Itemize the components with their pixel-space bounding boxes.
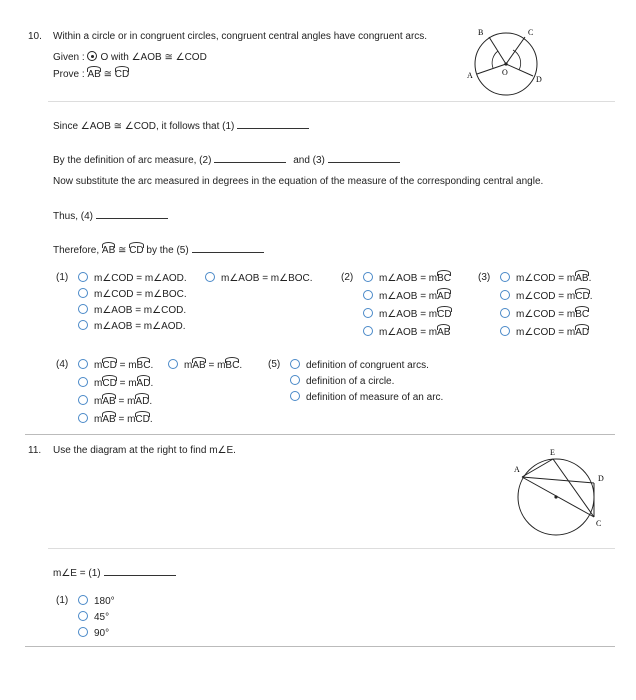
q11-option-1[interactable] bbox=[78, 595, 115, 607]
option-text: m∠COD = m∠AOD. bbox=[94, 273, 187, 284]
option-text: definition of congruent arcs. bbox=[306, 360, 429, 371]
radio-icon[interactable] bbox=[500, 272, 510, 282]
option-arc: CD bbox=[102, 378, 117, 389]
q10-prove bbox=[53, 69, 129, 80]
blank-5[interactable] bbox=[192, 243, 264, 253]
radius-oc bbox=[506, 37, 525, 64]
line-5-mid: ≅ bbox=[115, 245, 130, 256]
prove-prefix: Prove : bbox=[53, 69, 88, 80]
radio-icon[interactable] bbox=[500, 326, 510, 336]
label-b: B bbox=[478, 28, 484, 37]
option-arc: AB bbox=[102, 396, 116, 407]
q11-option-2[interactable] bbox=[78, 611, 109, 623]
radio-icon[interactable] bbox=[290, 375, 300, 385]
radius-od bbox=[506, 64, 533, 76]
g5-option-2[interactable] bbox=[290, 375, 394, 387]
prove-congruent: ≅ bbox=[100, 69, 115, 80]
q10-given bbox=[53, 51, 207, 63]
radio-icon[interactable] bbox=[78, 611, 88, 621]
q11-g1-label: (1) bbox=[56, 595, 69, 606]
option-text: m∠COD = m bbox=[516, 327, 576, 338]
option-eq: = m bbox=[116, 360, 137, 371]
option-m: m bbox=[94, 360, 103, 371]
radio-icon[interactable] bbox=[363, 308, 373, 318]
option-period: . bbox=[588, 273, 592, 284]
answer-text: m∠E = (1) bbox=[53, 568, 101, 579]
g3-option-2[interactable] bbox=[500, 290, 592, 302]
option-arc: BC bbox=[437, 273, 452, 284]
option-text: m∠AOB = m bbox=[379, 291, 438, 302]
option-period: . bbox=[149, 414, 153, 425]
blank-1[interactable] bbox=[237, 119, 309, 129]
option-arc: CD bbox=[102, 360, 117, 371]
radio-icon[interactable] bbox=[168, 359, 178, 369]
option-arc: BC bbox=[136, 360, 151, 371]
g3-option-3[interactable] bbox=[500, 308, 589, 320]
prove-arc-ab: AB bbox=[87, 69, 101, 80]
g1-option-3[interactable] bbox=[78, 288, 187, 300]
option-m: m bbox=[94, 414, 103, 425]
radio-icon[interactable] bbox=[78, 304, 88, 314]
q10-statement: Within a circle or in congruent circles, congruent central angles have congruent arcs. bbox=[53, 31, 428, 42]
radio-icon[interactable] bbox=[363, 326, 373, 336]
q10-circle-diagram bbox=[465, 24, 550, 99]
option-period: . bbox=[150, 360, 154, 371]
g2-label: (2) bbox=[341, 272, 354, 283]
option-arc: AD bbox=[136, 378, 151, 389]
label-e: E bbox=[550, 448, 555, 457]
label-c: C bbox=[528, 28, 534, 37]
g4-option-5[interactable] bbox=[78, 413, 153, 425]
line-4-text: Thus, (4) bbox=[53, 211, 94, 222]
option-text: m∠AOB = m∠AOD. bbox=[94, 321, 186, 332]
option-m: m bbox=[94, 396, 103, 407]
chord-ad bbox=[522, 477, 594, 483]
label-o: O bbox=[502, 68, 508, 77]
g2-option-4[interactable] bbox=[363, 326, 450, 338]
g3-option-1[interactable] bbox=[500, 272, 591, 284]
option-arc: AD bbox=[575, 327, 590, 338]
radio-icon[interactable] bbox=[78, 288, 88, 298]
line-4 bbox=[53, 209, 168, 222]
q11-answer-line bbox=[53, 566, 176, 579]
line-2-and: and (3) bbox=[293, 155, 325, 166]
option-eq: = m bbox=[205, 360, 226, 371]
radio-icon[interactable] bbox=[78, 359, 88, 369]
option-period: . bbox=[149, 396, 153, 407]
option-arc: BC bbox=[225, 360, 240, 371]
label-a: A bbox=[514, 465, 520, 474]
radio-icon[interactable] bbox=[290, 391, 300, 401]
option-text: m∠AOB = m∠BOC. bbox=[221, 273, 313, 284]
option-arc: AD bbox=[135, 396, 150, 407]
radio-icon[interactable] bbox=[78, 595, 88, 605]
radio-icon[interactable] bbox=[78, 395, 88, 405]
radio-icon[interactable] bbox=[205, 272, 215, 282]
option-eq: = m bbox=[116, 378, 137, 389]
option-text: m∠COD = m bbox=[516, 291, 576, 302]
q11-statement: Use the diagram at the right to find m∠E. bbox=[53, 445, 236, 456]
q11-number: 11. bbox=[28, 445, 42, 456]
radio-icon[interactable] bbox=[363, 290, 373, 300]
chord-ae bbox=[522, 459, 553, 477]
option-text: definition of measure of an arc. bbox=[306, 392, 444, 403]
option-arc: AB bbox=[575, 273, 589, 284]
radius-ob bbox=[489, 37, 506, 64]
option-text: m∠AOB = m∠COD. bbox=[94, 305, 187, 316]
radio-icon[interactable] bbox=[78, 272, 88, 282]
line-1-text: Since ∠AOB ≅ ∠COD, it follows that (1) bbox=[53, 121, 235, 132]
option-text: m∠AOB = m bbox=[379, 309, 438, 320]
option-arc: CD bbox=[575, 291, 590, 302]
option-arc: BC bbox=[575, 309, 590, 320]
line-2 bbox=[53, 153, 400, 166]
radio-icon[interactable] bbox=[500, 290, 510, 300]
g5-option-1[interactable] bbox=[290, 359, 429, 371]
option-eq: = m bbox=[115, 396, 136, 407]
radio-icon[interactable] bbox=[500, 308, 510, 318]
g1-option-1[interactable] bbox=[78, 272, 187, 284]
chord-ec bbox=[553, 459, 594, 517]
line-5 bbox=[53, 243, 264, 256]
line-3: Now substitute the arc measured in degrees in the equation of the measure of the corresponding central angle. bbox=[53, 176, 544, 187]
blank-q11-1[interactable] bbox=[104, 566, 176, 576]
radio-icon[interactable] bbox=[78, 413, 88, 423]
given-prefix: Given : bbox=[53, 52, 88, 63]
prove-arc-cd: CD bbox=[114, 69, 130, 80]
blank-3[interactable] bbox=[328, 153, 400, 163]
diameter-ac bbox=[522, 477, 594, 517]
option-text: m∠COD = m bbox=[516, 273, 576, 284]
circle-dot-icon bbox=[87, 51, 97, 61]
line-1 bbox=[53, 119, 309, 132]
g1-option-5[interactable] bbox=[78, 320, 186, 332]
g5-option-3[interactable] bbox=[290, 391, 443, 403]
divider bbox=[48, 101, 615, 102]
center-point bbox=[554, 495, 557, 498]
option-arc: AD bbox=[437, 291, 452, 302]
q11-circle-diagram bbox=[508, 445, 613, 545]
option-text: m∠AOB = m bbox=[379, 327, 438, 338]
option-arc: CD bbox=[437, 309, 452, 320]
g1-label: (1) bbox=[56, 272, 69, 283]
q10-number: 10. bbox=[28, 31, 42, 42]
line-5-pre: Therefore, bbox=[53, 245, 102, 256]
radio-icon[interactable] bbox=[78, 377, 88, 387]
g4-label: (4) bbox=[56, 359, 69, 370]
option-text: m∠COD = m∠BOC. bbox=[94, 289, 187, 300]
line-5-arc-cd: CD bbox=[129, 245, 144, 256]
bottom-divider bbox=[25, 646, 615, 647]
angle-aob-arc bbox=[492, 51, 498, 68]
g2-option-1[interactable] bbox=[363, 272, 451, 284]
label-d: D bbox=[598, 474, 604, 483]
option-period: . bbox=[239, 360, 243, 371]
option-m: m bbox=[94, 378, 103, 389]
g3-label: (3) bbox=[478, 272, 491, 283]
g4-option-2[interactable] bbox=[168, 359, 242, 371]
option-arc: AB bbox=[192, 360, 206, 371]
g4-option-1[interactable] bbox=[78, 359, 153, 371]
line-2-text: By the definition of arc measure, (2) bbox=[53, 155, 212, 166]
option-text: 180° bbox=[94, 596, 115, 607]
line-5-post: by the (5) bbox=[143, 245, 189, 256]
option-arc: AB bbox=[102, 414, 116, 425]
option-text: 45° bbox=[94, 612, 110, 623]
radio-icon[interactable] bbox=[78, 627, 88, 637]
blank-2[interactable] bbox=[214, 153, 286, 163]
label-a: A bbox=[467, 71, 473, 80]
g3-option-4[interactable] bbox=[500, 326, 589, 338]
line-5-arc-ab: AB bbox=[101, 245, 116, 256]
label-d: D bbox=[536, 75, 542, 84]
option-period: . bbox=[150, 378, 154, 389]
label-c: C bbox=[596, 519, 602, 528]
g2-option-2[interactable] bbox=[363, 290, 451, 302]
g4-option-3[interactable] bbox=[78, 377, 153, 389]
g1-option-4[interactable] bbox=[78, 304, 186, 316]
radio-icon[interactable] bbox=[78, 320, 88, 330]
g1-option-2[interactable] bbox=[205, 272, 313, 284]
g5-label: (5) bbox=[268, 359, 281, 370]
option-text: 90° bbox=[94, 628, 110, 639]
option-text: m∠AOB = m bbox=[379, 273, 438, 284]
g4-option-4[interactable] bbox=[78, 395, 152, 407]
radio-icon[interactable] bbox=[290, 359, 300, 369]
divider bbox=[48, 548, 615, 549]
option-period: . bbox=[589, 291, 593, 302]
blank-4[interactable] bbox=[96, 209, 168, 219]
option-arc: CD bbox=[135, 414, 150, 425]
q11-option-3[interactable] bbox=[78, 627, 109, 639]
center-point bbox=[504, 62, 507, 65]
given-text: O with ∠AOB ≅ ∠COD bbox=[100, 52, 207, 63]
question-divider bbox=[25, 434, 615, 435]
option-text: definition of a circle. bbox=[306, 376, 395, 387]
option-eq: = m bbox=[115, 414, 136, 425]
option-arc: AB bbox=[437, 327, 451, 338]
option-text: m∠COD = m bbox=[516, 309, 576, 320]
g2-option-3[interactable] bbox=[363, 308, 452, 320]
option-m: m bbox=[184, 360, 193, 371]
radio-icon[interactable] bbox=[363, 272, 373, 282]
